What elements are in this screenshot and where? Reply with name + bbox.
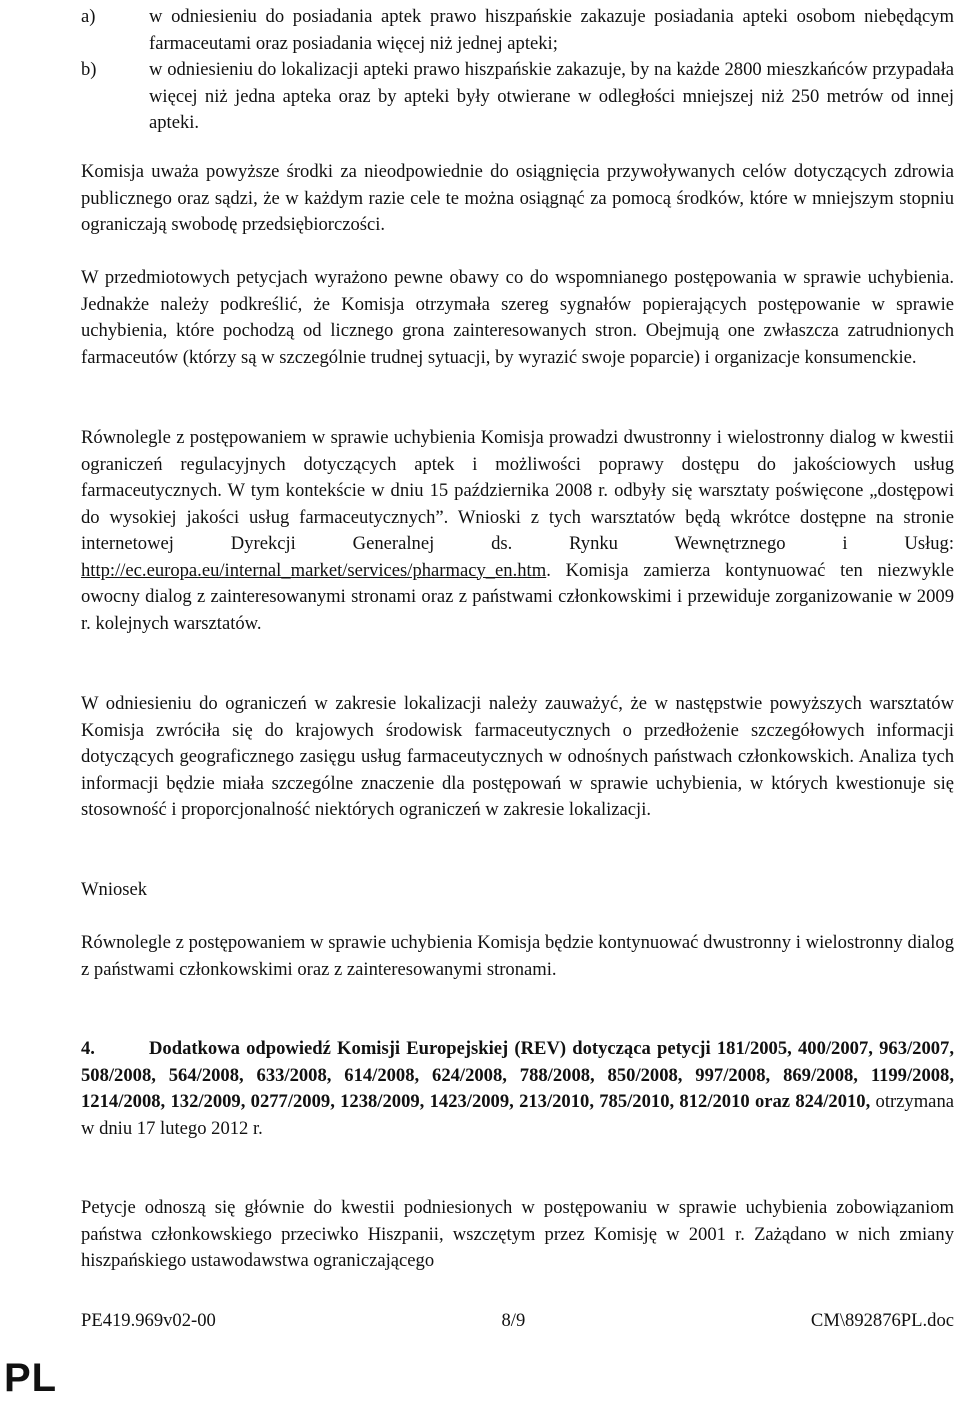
list-item-text: w odniesieniu do lokalizacji apteki prawo hiszpańskie zakazuje, by na każde 2800 mieszkańców przypadała więcej niż jedna apteka oraz by apteki były otwierane w odległości mniejszej niż 250 metrów od innej apteki. (149, 59, 954, 133)
section-title: Dodatkowa odpowiedź Komisji Europejskiej (REV) dotycząca petycji 181/2005, 400/2007, 963/2007, 508/2008, 564/2008, 633/2008, 614/2008, 624/2008, 788/2008, 850/2008, 997/2008, 869/2008, 1199/2008, 1214/2008, 132/2009, 0277/2009, 1238/2009, 1423/2009, 213/2010, 785/2010, 812/2010 oraz 824/2010, (81, 1038, 954, 1112)
section-4-heading (81, 1036, 954, 1142)
paragraph-commission-assessment: Komisja uważa powyższe środki za nieodpowiednie do osiągnięcia przywoływanych celów dotyczących zdrowia publicznego oraz sądzi, że w każdym razie cele te można osiągnąć za pomocą środków, które w mniejszym stopniu ograniczają swobodę przedsiębiorczości. (81, 161, 954, 235)
paragraph-dialogue-text-end: . Komisja zamierza kontynuować ten niezwykle owocny dialog z zainteresowanymi stronami oraz z państwami członkowskimi i przewiduje zorganizowanie w 2009 r. kolejnych warsztatów. (81, 559, 954, 634)
list-item-label: a) (81, 6, 96, 27)
paragraph-location-restrictions: W odniesieniu do ograniczeń w zakresie lokalizacji należy zauważyć, że w następstwie powyższych warsztatów Komisja zwróciła się do krajowych środowisk farmaceutycznych o przedłożenie szczegółowych informacji dotyczących geograficznego zasięgu usług farmaceutycznych w odnośnych państwach członkowskich. Analiza tych informacji będzie miała szczególne znaczenie dla postępowań w sprawie uchybienia, w których kwestionuje się stosowność i proporcjonalność niektórych ograniczeń w zakresie lokalizacji. (81, 693, 954, 820)
list-item-label: b) (81, 59, 97, 80)
list-item (81, 4, 954, 57)
conditions-list (81, 4, 954, 137)
file-name: CM\892876PL.doc (810, 1310, 954, 1331)
list-item-text: w odniesieniu do posiadania aptek prawo hiszpańskie zakazuje posiadania apteki osobom niebędącym farmaceutami oraz posiadania więcej niż jednej apteki; (149, 6, 954, 54)
internal-market-link[interactable]: http://ec.europa.eu/internal_market/services/pharmacy_en.htm (81, 559, 547, 581)
paragraph-dialogue (81, 425, 954, 637)
page-footer (81, 1310, 954, 1332)
section-number: 4. (81, 1038, 95, 1059)
list-item (81, 57, 954, 137)
paragraph-petitions-summary: Petycje odnoszą się głównie do kwestii podniesionych w postępowaniu w sprawie uchybienia zobowiązaniom państwa członkowskiego przeciwko Hiszpanii, wszczętym przez Komisję w 2001 r. Zażądano w nich zmiany hiszpańskiego ustawodawstwa ograniczającego (81, 1197, 954, 1271)
section-title-date: otrzymana w dniu 17 lutego 2012 r. (81, 1091, 954, 1139)
document-reference: PE419.969v02-00 (81, 1310, 216, 1331)
paragraph-conclusion: Równolegle z postępowaniem w sprawie uchybienia Komisja będzie kontynuować dwustronny i wielostronny dialog z państwami członkowskimi oraz z zainteresowanymi stronami. (81, 932, 954, 980)
conclusion-heading: Wniosek (81, 879, 148, 900)
paragraph-petition-concerns: W przedmiotowych petycjach wyrażono pewne obawy co do wspomnianego postępowania w sprawie uchybienia. Jednakże należy podkreślić, że Komisja otrzymała szereg sygnałów popierających postępowanie w sprawie uchybienia, które pochodzą od licznego grona zainteresowanych stron. Obejmują one zwłaszcza zatrudnionych farmaceutów (którzy są w szczególnie trudnej sytuacji, by wyrazić swoje poparcie) i organizacje konsumenckie. (81, 267, 954, 368)
paragraph-dialogue-text: Równolegle z postępowaniem w sprawie uchybienia Komisja prowadzi dwustronny i wielostronny dialog w kwestii ograniczeń regulacyjnych dotyczących aptek i możliwości poprawy dostępu do jakościowych usług farmaceutycznych. W tym kontekście w dniu 15 października 2008 r. odbyły się warsztaty poświęcone „dostępowi do wysokiej jakości usług farmaceutycznych”. Wnioski z tych warsztatów będą wkrótce dostępne na stronie internetowej Dyrekcji Generalnej ds. Rynku Wewnętrznego i Usług: (81, 427, 954, 554)
language-code: PL (4, 1356, 58, 1400)
page-number: 8/9 (501, 1310, 526, 1331)
